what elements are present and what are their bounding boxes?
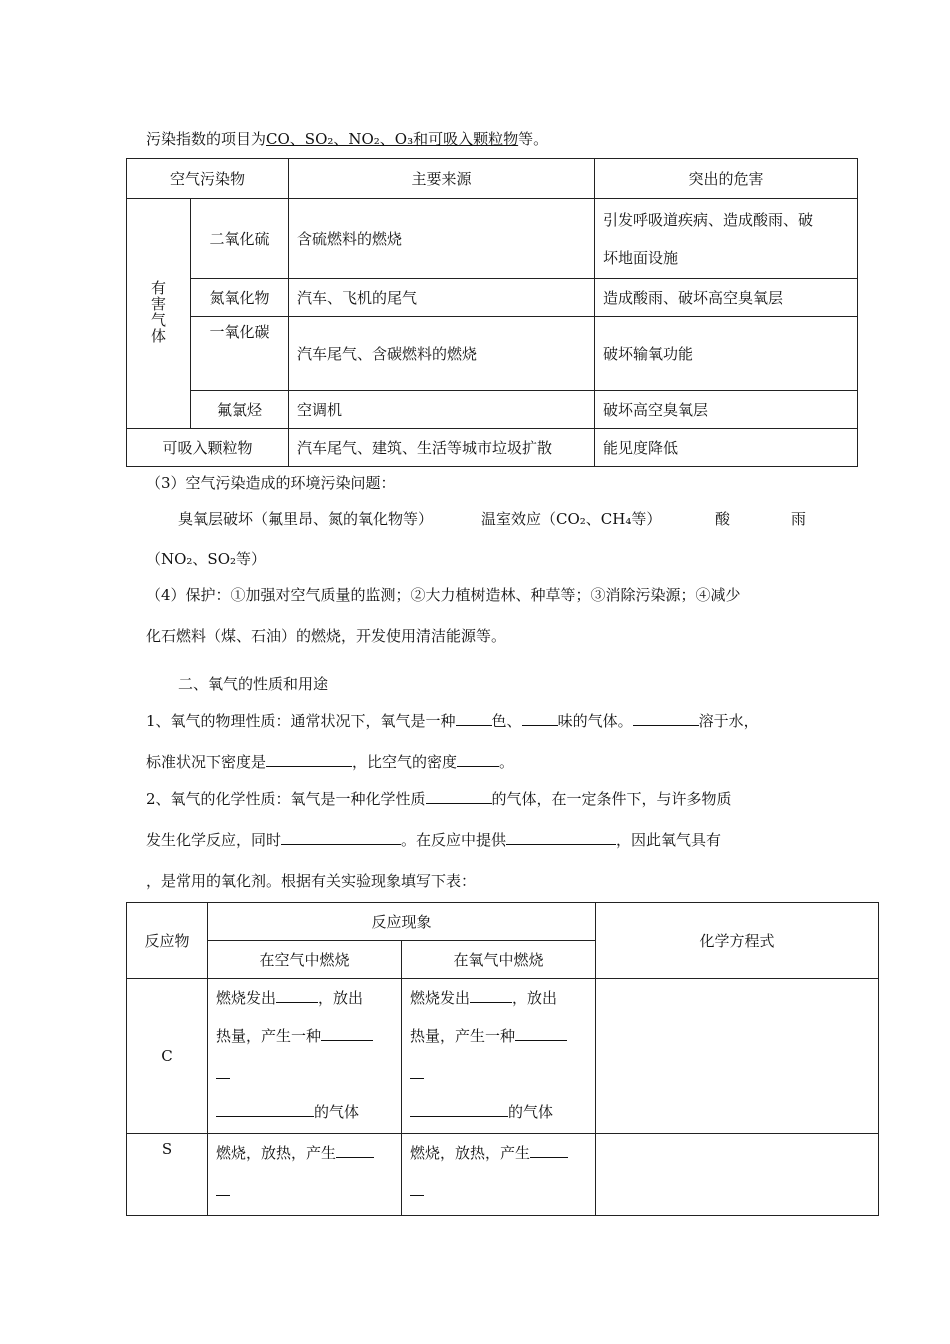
harm-line: 引发呼吸道疾病、造成酸雨、破 (603, 210, 814, 229)
pollutant-name: 氟氯烃 (191, 391, 289, 429)
text: ，因此氧气具有 (616, 831, 722, 849)
pollutant-source: 空调机 (289, 391, 595, 429)
cell-line (410, 1134, 587, 1172)
blank-product-cont (410, 1181, 424, 1196)
pollutant-harm: 破坏高空臭氧层 (595, 391, 858, 429)
physical-properties-line1 (146, 710, 759, 731)
pollutant-name: 氮氧化物 (191, 279, 289, 317)
harmful-gas-group (127, 199, 191, 429)
chemical-properties-line1 (146, 788, 732, 809)
pollutant-source: 汽车尾气、含碳燃料的燃烧 (289, 317, 595, 391)
s-in-air (208, 1134, 402, 1216)
text: 热量，产生一种 (216, 1027, 322, 1045)
pollutant-harm: 造成酸雨、破坏高空臭氧层 (595, 279, 858, 317)
section3-acid-note: （NO₂、SO₂等） (146, 550, 267, 568)
s-in-oxygen (402, 1134, 596, 1216)
cell-line (216, 1017, 393, 1055)
reactant-s: S (127, 1134, 208, 1216)
chemical-properties-line2 (146, 829, 721, 850)
blank-gas (321, 1026, 373, 1041)
blank-gas (515, 1026, 567, 1041)
text: 燃烧发出 (410, 989, 471, 1007)
blank-activity (426, 789, 492, 804)
text: 的气体，在一定条件下，与许多物质 (491, 790, 732, 808)
pollution-table (126, 158, 858, 467)
text: ，放出 (512, 989, 558, 1007)
cell-line (410, 1055, 587, 1093)
pollutant-harm: 破坏输氧功能 (595, 317, 858, 391)
header-phenomena: 反应现象 (208, 903, 596, 941)
cell-line (216, 979, 393, 1017)
text: 发生化学反应，同时 (146, 831, 282, 849)
blank-density-compare (457, 752, 499, 767)
c-in-oxygen (402, 979, 596, 1134)
cell-line (410, 1017, 587, 1055)
cell-line (216, 1093, 393, 1131)
cell-line (216, 1134, 393, 1172)
text: 热量，产生一种 (410, 1027, 516, 1045)
blank-solubility (633, 711, 699, 726)
text: 的气体 (314, 1103, 360, 1121)
reactant-c: C (127, 979, 208, 1134)
text: 燃烧，放热，产生 (410, 1144, 531, 1162)
header-reactant: 反应物 (127, 903, 208, 979)
header-harm: 突出的危害 (595, 159, 858, 199)
cell-line (410, 1172, 587, 1210)
harm-line: 坏地面设施 (603, 248, 679, 267)
blank-gas-cont (410, 1064, 424, 1079)
blank-product (336, 1143, 374, 1158)
blank-color (456, 711, 492, 726)
header-in-air: 在空气中燃烧 (208, 941, 402, 979)
section3-acid: 酸 (715, 510, 731, 528)
cell-line (410, 1093, 587, 1131)
intro-suffix: 等。 (518, 130, 549, 148)
physical-properties-line2 (146, 751, 514, 772)
section3-greenhouse: 温室效应（CO₂、CH₄等） (481, 510, 662, 528)
blank-heat (281, 830, 401, 845)
blank-smell (522, 711, 558, 726)
header-source: 主要来源 (289, 159, 595, 199)
text: 的气体 (508, 1103, 554, 1121)
section3-title: （3）空气污染造成的环境污染问题： (146, 474, 396, 492)
c-in-air (208, 979, 402, 1134)
text: 溶于水， (698, 712, 759, 730)
particulate-source: 汽车尾气、建筑、生活等城市垃圾扩散 (289, 429, 595, 467)
intro-items: CO、SO₂、NO₂、O₃和可吸入颗粒物 (266, 130, 519, 148)
pollutant-source: 含硫燃料的燃烧 (289, 199, 595, 279)
pollutant-harm (595, 199, 858, 279)
particulate-name: 可吸入颗粒物 (127, 429, 289, 467)
blank-gas-cont (216, 1064, 230, 1079)
blank-product (530, 1143, 568, 1158)
pollutant-source: 汽车、飞机的尾气 (289, 279, 595, 317)
text: 味的气体。 (557, 712, 633, 730)
section4-line1: （4）保护：①加强对空气质量的监测；②大力植树造林、种草等；③消除污染源；④减少 (146, 586, 741, 604)
blank-light (470, 988, 512, 1003)
intro-prefix: 污染指数的项目为 (146, 130, 267, 148)
blank-provides (506, 830, 616, 845)
s-equation[interactable] (596, 1134, 879, 1216)
cell-line (216, 1172, 393, 1210)
text: 标准状况下密度是 (146, 753, 267, 771)
group-label: 有害气体 (149, 279, 167, 344)
c-equation[interactable] (596, 979, 879, 1134)
header-in-oxygen: 在氧气中燃烧 (402, 941, 596, 979)
text: ，比空气的密度 (352, 753, 458, 771)
chemical-properties-line3: ，是常用的氧化剂。根据有关实验现象填写下表： (146, 872, 477, 890)
part2-heading: 二、氧气的性质和用途 (178, 675, 329, 693)
text: 燃烧发出 (216, 989, 277, 1007)
text: 燃烧，放热，产生 (216, 1144, 337, 1162)
text: 色、 (491, 712, 522, 730)
section3-ozone: 臭氧层破坏（氟里昂、氮的氧化物等） (178, 510, 434, 528)
particulate-harm: 能见度降低 (595, 429, 858, 467)
section3-rain: 雨 (791, 510, 807, 528)
blank-density (266, 752, 352, 767)
cell-line (410, 979, 587, 1017)
blank-gas-desc (216, 1102, 314, 1117)
blank-light (276, 988, 318, 1003)
blank-product-cont (216, 1181, 230, 1196)
intro-line (146, 128, 548, 149)
cell-line (216, 1055, 393, 1093)
text: 。 (499, 753, 515, 771)
section4-line2: 化石燃料（煤、石油）的燃烧，开发使用清洁能源等。 (146, 627, 507, 645)
pollutant-name: 一氧化碳 (191, 317, 289, 391)
pollutant-name: 二氧化硫 (191, 199, 289, 279)
header-pollutant: 空气污染物 (127, 159, 289, 199)
text: 1、氧气的物理性质：通常状况下，氧气是一种 (146, 712, 456, 730)
header-equation: 化学方程式 (596, 903, 879, 979)
text: ，放出 (318, 989, 364, 1007)
reaction-table (126, 902, 879, 1216)
text: 。在反应中提供 (401, 831, 507, 849)
blank-gas-desc (410, 1102, 508, 1117)
text: 2、氧气的化学性质：氧气是一种化学性质 (146, 790, 426, 808)
